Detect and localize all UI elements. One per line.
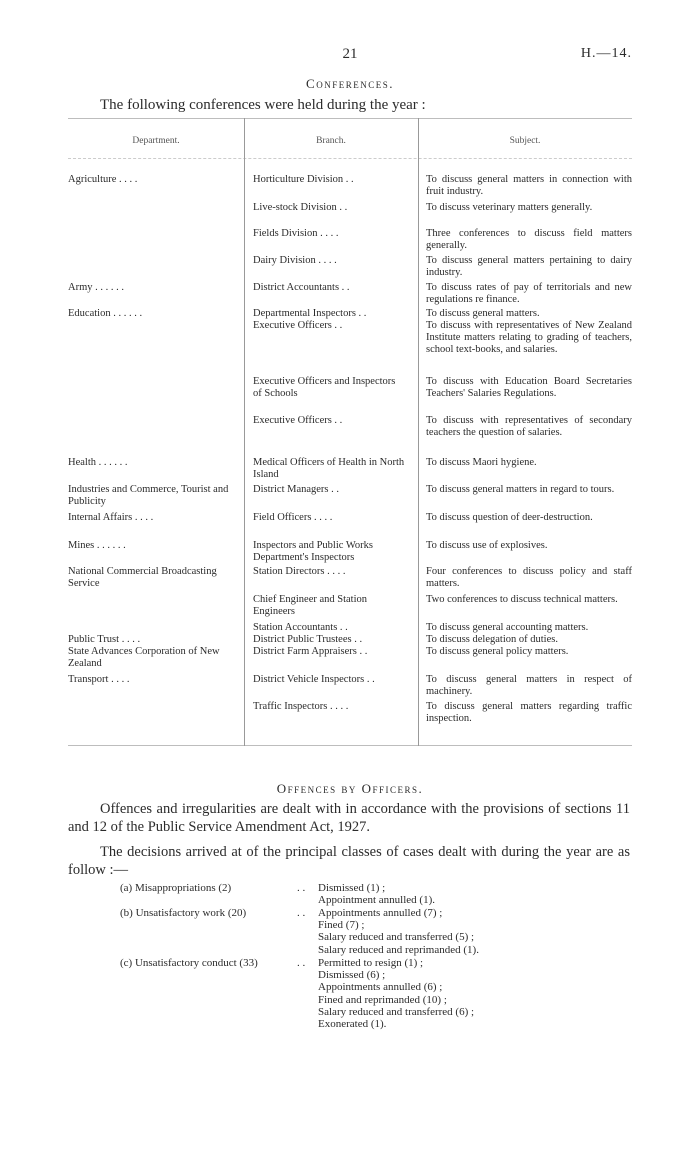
document-reference: H.—14. <box>580 46 632 61</box>
outcome-item: Salary reduced and transferred (5) ; <box>318 931 475 944</box>
subject-cell: To discuss question of deer-destruction. <box>426 512 593 523</box>
branch-cell: District Accountants . . <box>253 282 350 293</box>
subject-cell: To discuss delegation of duties. <box>426 634 558 645</box>
page-number: 21 <box>342 46 358 62</box>
department-cell: Transport . . . . <box>68 674 130 685</box>
outcome-item: Exonerated (1). <box>318 1018 387 1031</box>
branch-cell: Executive Officers . . <box>253 320 343 331</box>
column-divider-2 <box>418 118 419 746</box>
outcome-item: Appointment annulled (1). <box>318 894 436 907</box>
leader-dots: . . <box>297 957 306 969</box>
department-cell: Mines . . . . . . <box>68 540 126 551</box>
leader-dots: . . <box>297 882 306 894</box>
column-header-department: Department. <box>132 136 180 146</box>
subject-cell: To discuss with representatives of New Zealand Institute matters relating to grading of teachers, school text-books, and salaries. <box>426 320 632 355</box>
outcome-item: Appointments annulled (7) ; <box>318 907 443 919</box>
branch-cell: Live-stock Division . . <box>253 202 348 213</box>
department-cell: Public Trust . . . . <box>68 634 141 645</box>
subject-cell: Three conferences to discuss field matters generally. <box>426 228 632 251</box>
outcome-item: Dismissed (1) ; <box>318 882 386 894</box>
subject-cell: To discuss with Education Board Secretaries Teachers' Salaries Regulations. <box>426 376 632 399</box>
branch-cell: Field Officers . . . . <box>253 512 333 523</box>
subject-cell: To discuss use of explosives. <box>426 540 548 551</box>
outcome-item: Fined and reprimanded (10) ; <box>318 993 447 1006</box>
decision-outcomes <box>318 957 474 1030</box>
offences-paragraph-2: The decisions arrived at of the principal classes of cases dealt with during the year are as follow :— <box>68 844 630 878</box>
decision-class-label: (c) Unsatisfactory conduct (33) <box>120 957 258 969</box>
conferences-intro: The following conferences were held during the year : <box>100 97 426 113</box>
subject-cell: To discuss general matters pertaining to dairy industry. <box>426 255 632 278</box>
branch-cell: Executive Officers . . <box>253 415 343 426</box>
decision-outcomes <box>318 882 435 906</box>
table-top-rule <box>68 118 632 119</box>
department-cell: State Advances Corporation of New Zealand <box>68 646 220 669</box>
department-cell: National Commercial Broadcasting Service <box>68 566 217 589</box>
subject-cell: To discuss veterinary matters generally. <box>426 202 593 213</box>
column-header-subject: Subject. <box>509 136 541 146</box>
branch-cell: Traffic Inspectors . . . . <box>253 701 349 712</box>
conferences-heading: Conferences. <box>306 76 394 91</box>
conferences-table <box>68 118 632 746</box>
outcome-item: Permitted to resign (1) ; <box>318 957 424 969</box>
branch-cell: Medical Officers of Health in North Island <box>253 457 405 480</box>
outcome-item: Appointments annulled (6) ; <box>318 981 443 994</box>
subject-cell: To discuss Maori hygiene. <box>426 457 537 468</box>
decision-outcomes <box>318 907 479 956</box>
column-divider-1 <box>244 118 245 746</box>
branch-cell: District Vehicle Inspectors . . <box>253 674 375 685</box>
table-bottom-rule <box>68 745 632 746</box>
subject-cell: To discuss general accounting matters. <box>426 622 589 633</box>
offences-paragraph-1: Offences and irregularities are dealt with in accordance with the provisions of sections 11 and 12 of the Public Service Amendment Act, 1927. <box>68 801 630 835</box>
offences-heading: Offences by Officers. <box>276 781 424 796</box>
subject-cell: To discuss general matters in regard to tours. <box>426 484 615 495</box>
column-header-branch: Branch. <box>316 136 346 146</box>
subject-cell: Four conferences to discuss policy and staff matters. <box>426 566 632 589</box>
table-header-rule <box>68 158 632 159</box>
branch-cell: Executive Officers and Inspectors of Schools <box>253 376 396 399</box>
branch-cell: Fields Division . . . . <box>253 228 339 239</box>
branch-cell: Inspectors and Public Works Department's Inspectors <box>253 540 373 563</box>
leader-dots: . . <box>297 907 306 919</box>
department-cell: Internal Affairs . . . . <box>68 512 154 523</box>
branch-cell: Station Accountants . . <box>253 622 348 633</box>
branch-cell: Dairy Division . . . . <box>253 255 337 266</box>
subject-cell: To discuss general matters in respect of machinery. <box>426 674 632 697</box>
decision-class-label: (b) Unsatisfactory work (20) <box>120 907 247 919</box>
subject-cell: To discuss rates of pay of territorials and new regulations re finance. <box>426 282 632 305</box>
subject-cell: To discuss general matters regarding traffic inspection. <box>426 701 632 724</box>
outcome-item: Dismissed (6) ; <box>318 969 386 982</box>
department-cell: Army . . . . . . <box>68 282 124 293</box>
branch-cell: Departmental Inspectors . . <box>253 308 367 319</box>
branch-cell: District Managers . . <box>253 484 340 495</box>
subject-cell: To discuss general matters. <box>426 308 540 319</box>
department-cell: Agriculture . . . . <box>68 174 138 185</box>
branch-cell: Horticulture Division . . <box>253 174 354 185</box>
branch-cell: Station Directors . . . . <box>253 566 346 577</box>
subject-cell: To discuss general policy matters. <box>426 646 569 657</box>
outcome-item: Salary reduced and reprimanded (1). <box>318 943 479 956</box>
outcome-item: Fined (7) ; <box>318 919 365 932</box>
subject-cell: Two conferences to discuss technical matters. <box>426 594 618 605</box>
subject-cell: To discuss with representatives of secondary teachers the question of salaries. <box>426 415 632 438</box>
department-cell: Industries and Commerce, Tourist and Publicity <box>68 484 229 507</box>
department-cell: Education . . . . . . <box>68 308 143 319</box>
branch-cell: District Farm Appraisers . . <box>253 646 368 657</box>
branch-cell: Chief Engineer and Station Engineers <box>253 594 368 617</box>
branch-cell: District Public Trustees . . <box>253 634 363 645</box>
decision-class-label: (a) Misappropriations (2) <box>120 882 232 894</box>
department-cell: Health . . . . . . <box>68 457 128 468</box>
outcome-item: Salary reduced and transferred (6) ; <box>318 1005 475 1018</box>
subject-cell: To discuss general matters in connection with fruit industry. <box>426 174 632 197</box>
